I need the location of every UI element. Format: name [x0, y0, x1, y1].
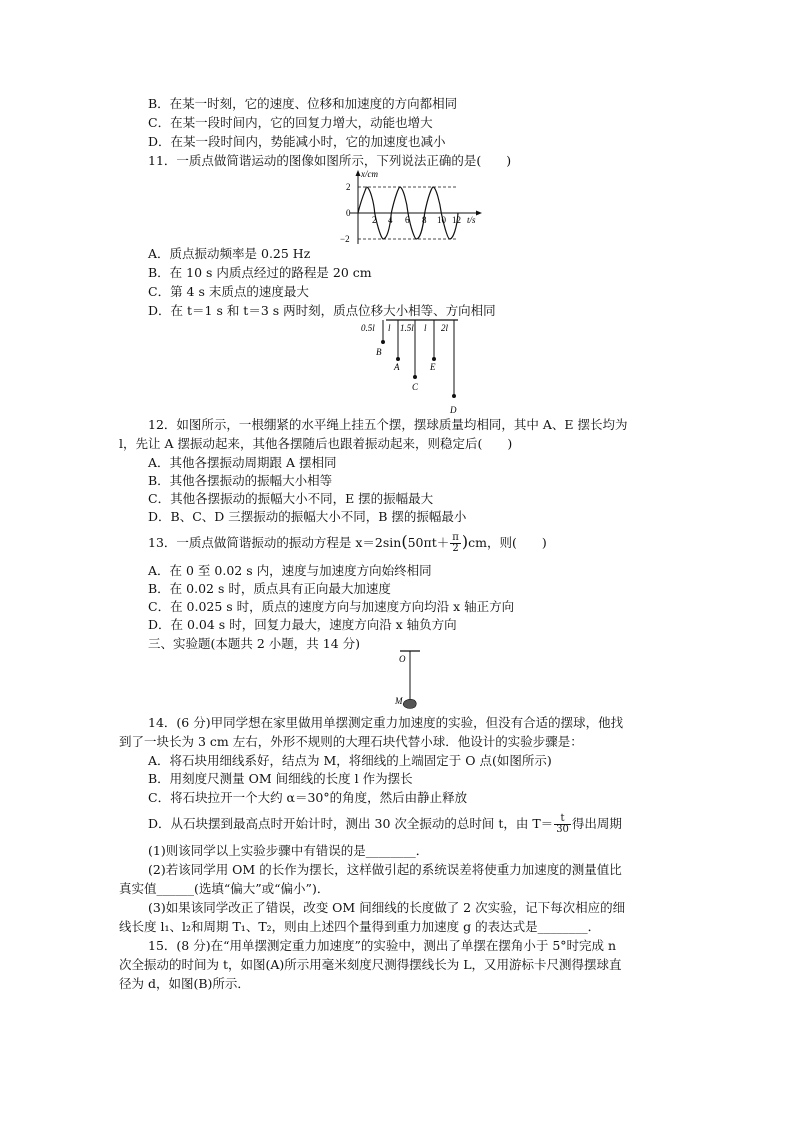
graph-y-tick-0: 0 — [346, 208, 351, 218]
q13-option-b: B．在 0.02 s 时，质点具有正向最大加速度 — [148, 581, 391, 596]
q12-option-d: D．B、C、D 三摆振动的振幅大小不同，B 摆的振幅最小 — [148, 509, 467, 524]
svg-text:D: D — [450, 405, 457, 415]
q12-pendulums-figure — [358, 318, 468, 418]
q12-option-a: A．其他各摆振动周期跟 A 摆相同 — [148, 455, 337, 470]
q14-stem-line1: 14．(6 分)甲同学想在家里做用单摆测定重力加速度的实验，但没有合适的摆球，他找 — [148, 715, 624, 730]
q11-option-d: D．在 t＝1 s 和 t＝3 s 两时刻，质点位移大小相等、方向相同 — [148, 303, 496, 318]
q13-option-d: D．在 0.04 s 时，回复力最大，速度方向沿 x 轴负方向 — [148, 617, 457, 632]
q11-option-b: B．在 10 s 内质点经过的路程是 20 cm — [148, 265, 372, 280]
q14-stem-line2: 到了一块长为 3 cm 左右，外形不规则的大理石块代替小球．他设计的实验步骤是： — [119, 734, 583, 749]
q11-option-a: A．质点振动频率是 0.25 Hz — [148, 246, 311, 261]
q15-line3: 径为 d，如图(B)所示． — [119, 976, 250, 991]
svg-text:B: B — [376, 347, 382, 357]
q14-sub2-line2: 真实值______(选填“偏大”或“偏小”)． — [119, 881, 330, 896]
q14-step-c: C．将石块拉开一个大约 α＝30°的角度，然后由静止释放 — [148, 790, 468, 805]
graph-y-tick-2: 2 — [346, 182, 351, 192]
q14-sub1: (1)则该同学以上实验步骤中有错误的是________． — [148, 843, 429, 858]
q13-stem: 13．一质点做简谐振动的振动方程是 x＝2sin(50πt＋ $\frac{\pi}{2}$ )cm，则( ) — [148, 532, 547, 554]
q12-option-c: C．其他各摆振动的振幅大小不同，E 摆的振幅最大 — [148, 491, 434, 506]
svg-text:1.5l: 1.5l — [400, 323, 414, 333]
q14-sub3-line2: 线长度 l₁、l₂和周期 T₁、T₂，则由上述四个量得到重力加速度 g 的表达式是________． — [119, 919, 601, 934]
graph-x-tick: 2 — [372, 215, 377, 225]
graph-y-tick-neg2: −2 — [340, 234, 350, 244]
q10-option-b: B．在某一时刻，它的速度、位移和加速度的方向都相同 — [148, 96, 458, 111]
graph-x-tick: 4 — [388, 215, 393, 225]
q11-displacement-graph — [336, 168, 486, 246]
svg-text:l: l — [388, 323, 391, 333]
svg-text:E: E — [430, 362, 436, 372]
svg-text:2l: 2l — [441, 323, 449, 333]
graph-x-tick: 8 — [422, 215, 427, 225]
q11-stem: 11．一质点做简谐运动的图像如图所示，下列说法正确的是( ) — [148, 153, 512, 168]
svg-text:l: l — [424, 323, 427, 333]
q10-option-c: C．在某一段时间内，它的回复力增大，动能也增大 — [148, 115, 433, 130]
q12-option-b: B．其他各摆振动的振幅大小相等 — [148, 473, 333, 488]
q11-option-c: C．第 4 s 末质点的速度最大 — [148, 284, 309, 299]
section-3-heading: 三、实验题(本题共 2 小题，共 14 分) — [148, 636, 361, 651]
q13-option-a: A．在 0 至 0.02 s 内，速度与加速度方向始终相同 — [148, 563, 432, 578]
q14-step-b: B．用刻度尺测量 OM 间细线的长度 l 作为摆长 — [148, 771, 413, 786]
q14-sub3-line1: (3)如果该同学改正了错误，改变 OM 间细线的长度做了 2 次实验，记下每次相应的细 — [148, 900, 626, 915]
svg-text:0.5l: 0.5l — [361, 323, 375, 333]
graph-x-label: t/s — [467, 215, 476, 225]
q12-stem-line2: l，先让 A 摆振动起来，其他各摆随后也跟着振动起来，则稳定后( ) — [119, 436, 513, 451]
q13-option-c: C．在 0.025 s 时，质点的速度方向与加速度方向均沿 x 轴正方向 — [148, 599, 515, 614]
graph-x-tick: 6 — [405, 215, 410, 225]
svg-text:C: C — [412, 382, 419, 392]
q15-line1: 15．(8 分)在“用单摆测定重力加速度”的实验中，测出了单摆在摆角小于 5°时完成 n — [148, 938, 617, 953]
svg-text:O: O — [399, 654, 406, 664]
q10-option-d: D．在某一段时间内，势能减小时，它的加速度也减小 — [148, 134, 446, 149]
q12-stem-line1: 12．如图所示，一根绷紧的水平绳上挂五个摆，摆球质量均相同，其中 A、E 摆长均为 — [148, 417, 628, 432]
graph-y-label: x/cm — [361, 169, 378, 179]
graph-x-tick: 12 — [452, 215, 461, 225]
q14-stone-pendulum-figure — [390, 648, 430, 710]
graph-x-tick: 10 — [437, 215, 446, 225]
svg-text:A: A — [394, 362, 400, 372]
q14-sub2-line1: (2)若该同学用 OM 的长作为摆长，这样做引起的系统误差将使重力加速度的测量值比 — [148, 862, 622, 877]
svg-text:M: M — [395, 696, 403, 706]
q14-step-a: A．将石块用细线系好，结点为 M，将细线的上端固定于 O 点(如图所示) — [148, 753, 552, 768]
q15-line2: 次全振动的时间为 t，如图(A)所示用毫米刻度尺测得摆线长为 L，又用游标卡尺测得摆球直 — [119, 957, 622, 972]
q14-step-d: D．从石块摆到最高点时开始计时，测出 30 次全振动的总时间 t，由 T＝ $\frac{t}{30}$ 得出周期 — [148, 813, 622, 835]
